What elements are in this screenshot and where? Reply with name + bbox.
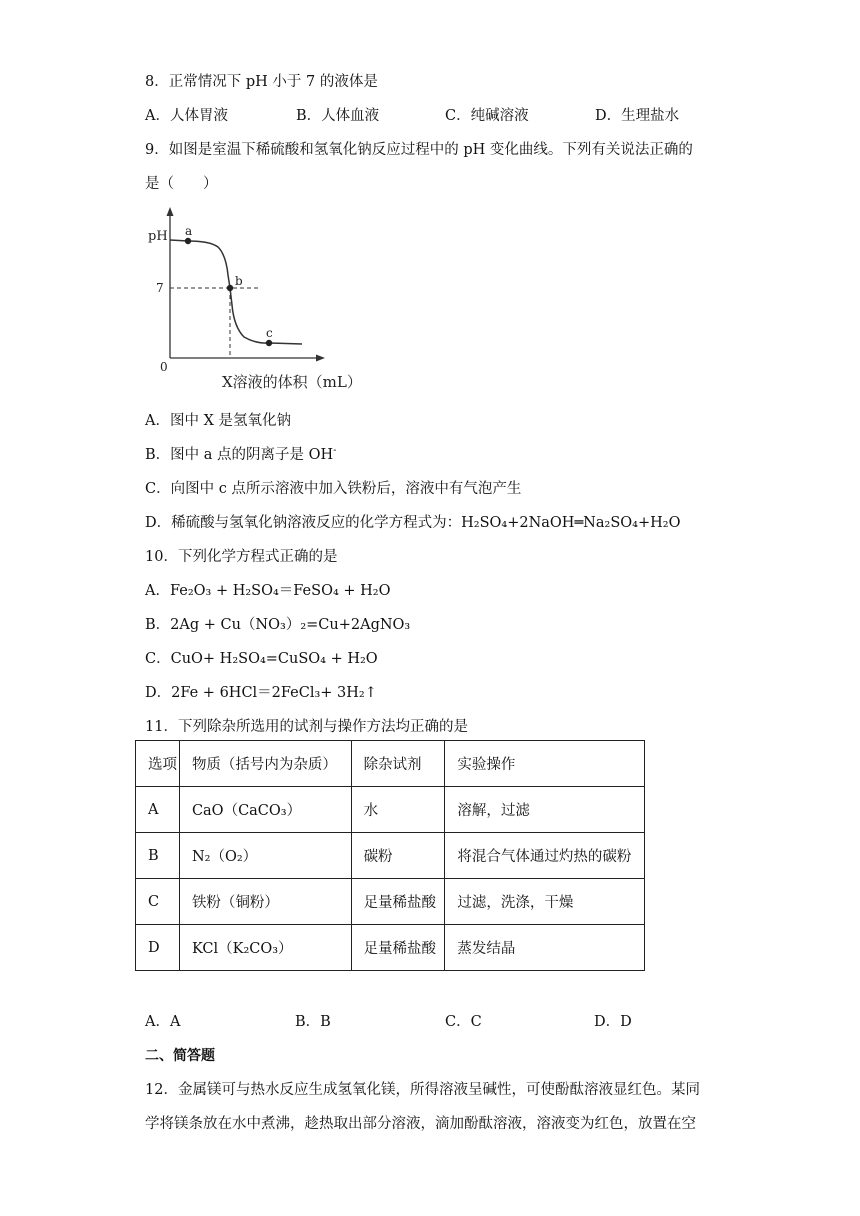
point-c-label: c [266,326,273,340]
point-b-label: b [235,274,243,288]
q10-option-a: A．Fe₂O₃ + H₂SO₄＝FeSO₄ + H₂O [145,583,391,599]
q9-option-d-equation: H₂SO₄+2NaOH═Na₂SO₄+H₂O [461,515,681,531]
q9-option-b-text: B．图中 a 点的阴离子是 OH [145,447,334,463]
table-row [136,787,645,833]
q8-stem: 8．正常情况下 pH 小于 7 的液体是 [145,74,378,90]
point-a [185,238,191,244]
q9-option-b [145,445,337,465]
point-a-label: a [185,224,193,238]
q9-option-b-charge: - [333,445,337,456]
q8-option-a: A．人体胃液 [145,108,228,124]
table-cell: 溶解，过滤 [445,787,645,833]
table-cell: 铁粉（铜粉） [179,879,351,925]
q10-option-d: D．2Fe + 6HCl＝2FeCl₃+ 3H₂↑ [145,685,377,701]
q8-option-d: D．生理盐水 [595,108,680,124]
table-row [136,833,645,879]
section-title: 二、简答题 [145,1048,215,1064]
q12-line2: 学将镁条放在水中煮沸，趁热取出部分溶液，滴加酚酞溶液，溶液变为红色，放置在空 [145,1116,696,1132]
table-cell: A [136,787,180,833]
y-axis-label: pH [148,229,168,244]
q9-option-d-prefix: D．稀硫酸与氢氧化钠溶液反应的化学方程式为： [145,515,462,531]
q8-option-c: C．纯碱溶液 [445,108,529,124]
table-row [136,879,645,925]
table-row [136,925,645,971]
q11-option-d: D．D [594,1014,632,1030]
ph-curve [170,240,302,344]
q10-option-b: B．2Ag + Cu（NO₃）₂=Cu+2AgNO₃ [145,617,411,633]
q9-option-c: C．向图中 c 点所示溶液中加入铁粉后，溶液中有气泡产生 [145,481,522,497]
y-axis-arrow [167,207,174,216]
ph-curve-chart [140,205,390,395]
table-cell: C [136,879,180,925]
q11-table [135,740,645,971]
table-cell: B [136,833,180,879]
table-header-row [136,741,645,787]
q11-option-a: A．A [145,1014,181,1030]
table-header-cell: 选项 [136,741,180,787]
table-header-cell: 物质（括号内为杂质） [179,741,351,787]
q8-option-b: B．人体血液 [296,108,380,124]
table-cell: CaO（CaCO₃） [179,787,351,833]
table-cell: 足量稀盐酸 [351,879,445,925]
table-cell: 将混合气体通过灼热的碳粉 [445,833,645,879]
q9-option-d [145,513,680,533]
table-header-cell: 除杂试剂 [351,741,445,787]
q12-line1: 12．金属镁可与热水反应生成氢氧化镁，所得溶液呈碱性，可使酚酞溶液显红色。某同 [145,1082,700,1098]
q9-stem-line1: 9．如图是室温下稀硫酸和氢氧化钠反应过程中的 pH 变化曲线。下列有关说法正确的 [145,142,693,158]
table-cell: 碳粉 [351,833,445,879]
table-cell: 足量稀盐酸 [351,925,445,971]
q9-stem-line2: 是（ ） [145,176,218,192]
y-tick-7: 7 [156,281,164,295]
q9-option-a: A．图中 X 是氢氧化钠 [145,413,292,429]
table-cell: 水 [351,787,445,833]
table-cell: KCl（K₂CO₃） [179,925,351,971]
point-c [266,340,272,346]
table-cell: D [136,925,180,971]
table-cell: 过滤，洗涤，干燥 [445,879,645,925]
q11-option-b: B．B [295,1014,331,1030]
table-cell: 蒸发结晶 [445,925,645,971]
table-header-cell: 实验操作 [445,741,645,787]
q11-option-c: C．C [445,1014,482,1030]
y-tick-0: 0 [160,360,168,374]
x-axis-label: X溶液的体积（mL） [222,373,362,391]
point-b [227,285,233,291]
table-cell: N₂（O₂） [179,833,351,879]
q10-stem: 10．下列化学方程式正确的是 [145,549,338,565]
q10-option-c: C．CuO+ H₂SO₄=CuSO₄ + H₂O [145,651,378,667]
q11-stem: 11．下列除杂所选用的试剂与操作方法均正确的是 [145,719,468,735]
x-axis-arrow [316,355,325,362]
